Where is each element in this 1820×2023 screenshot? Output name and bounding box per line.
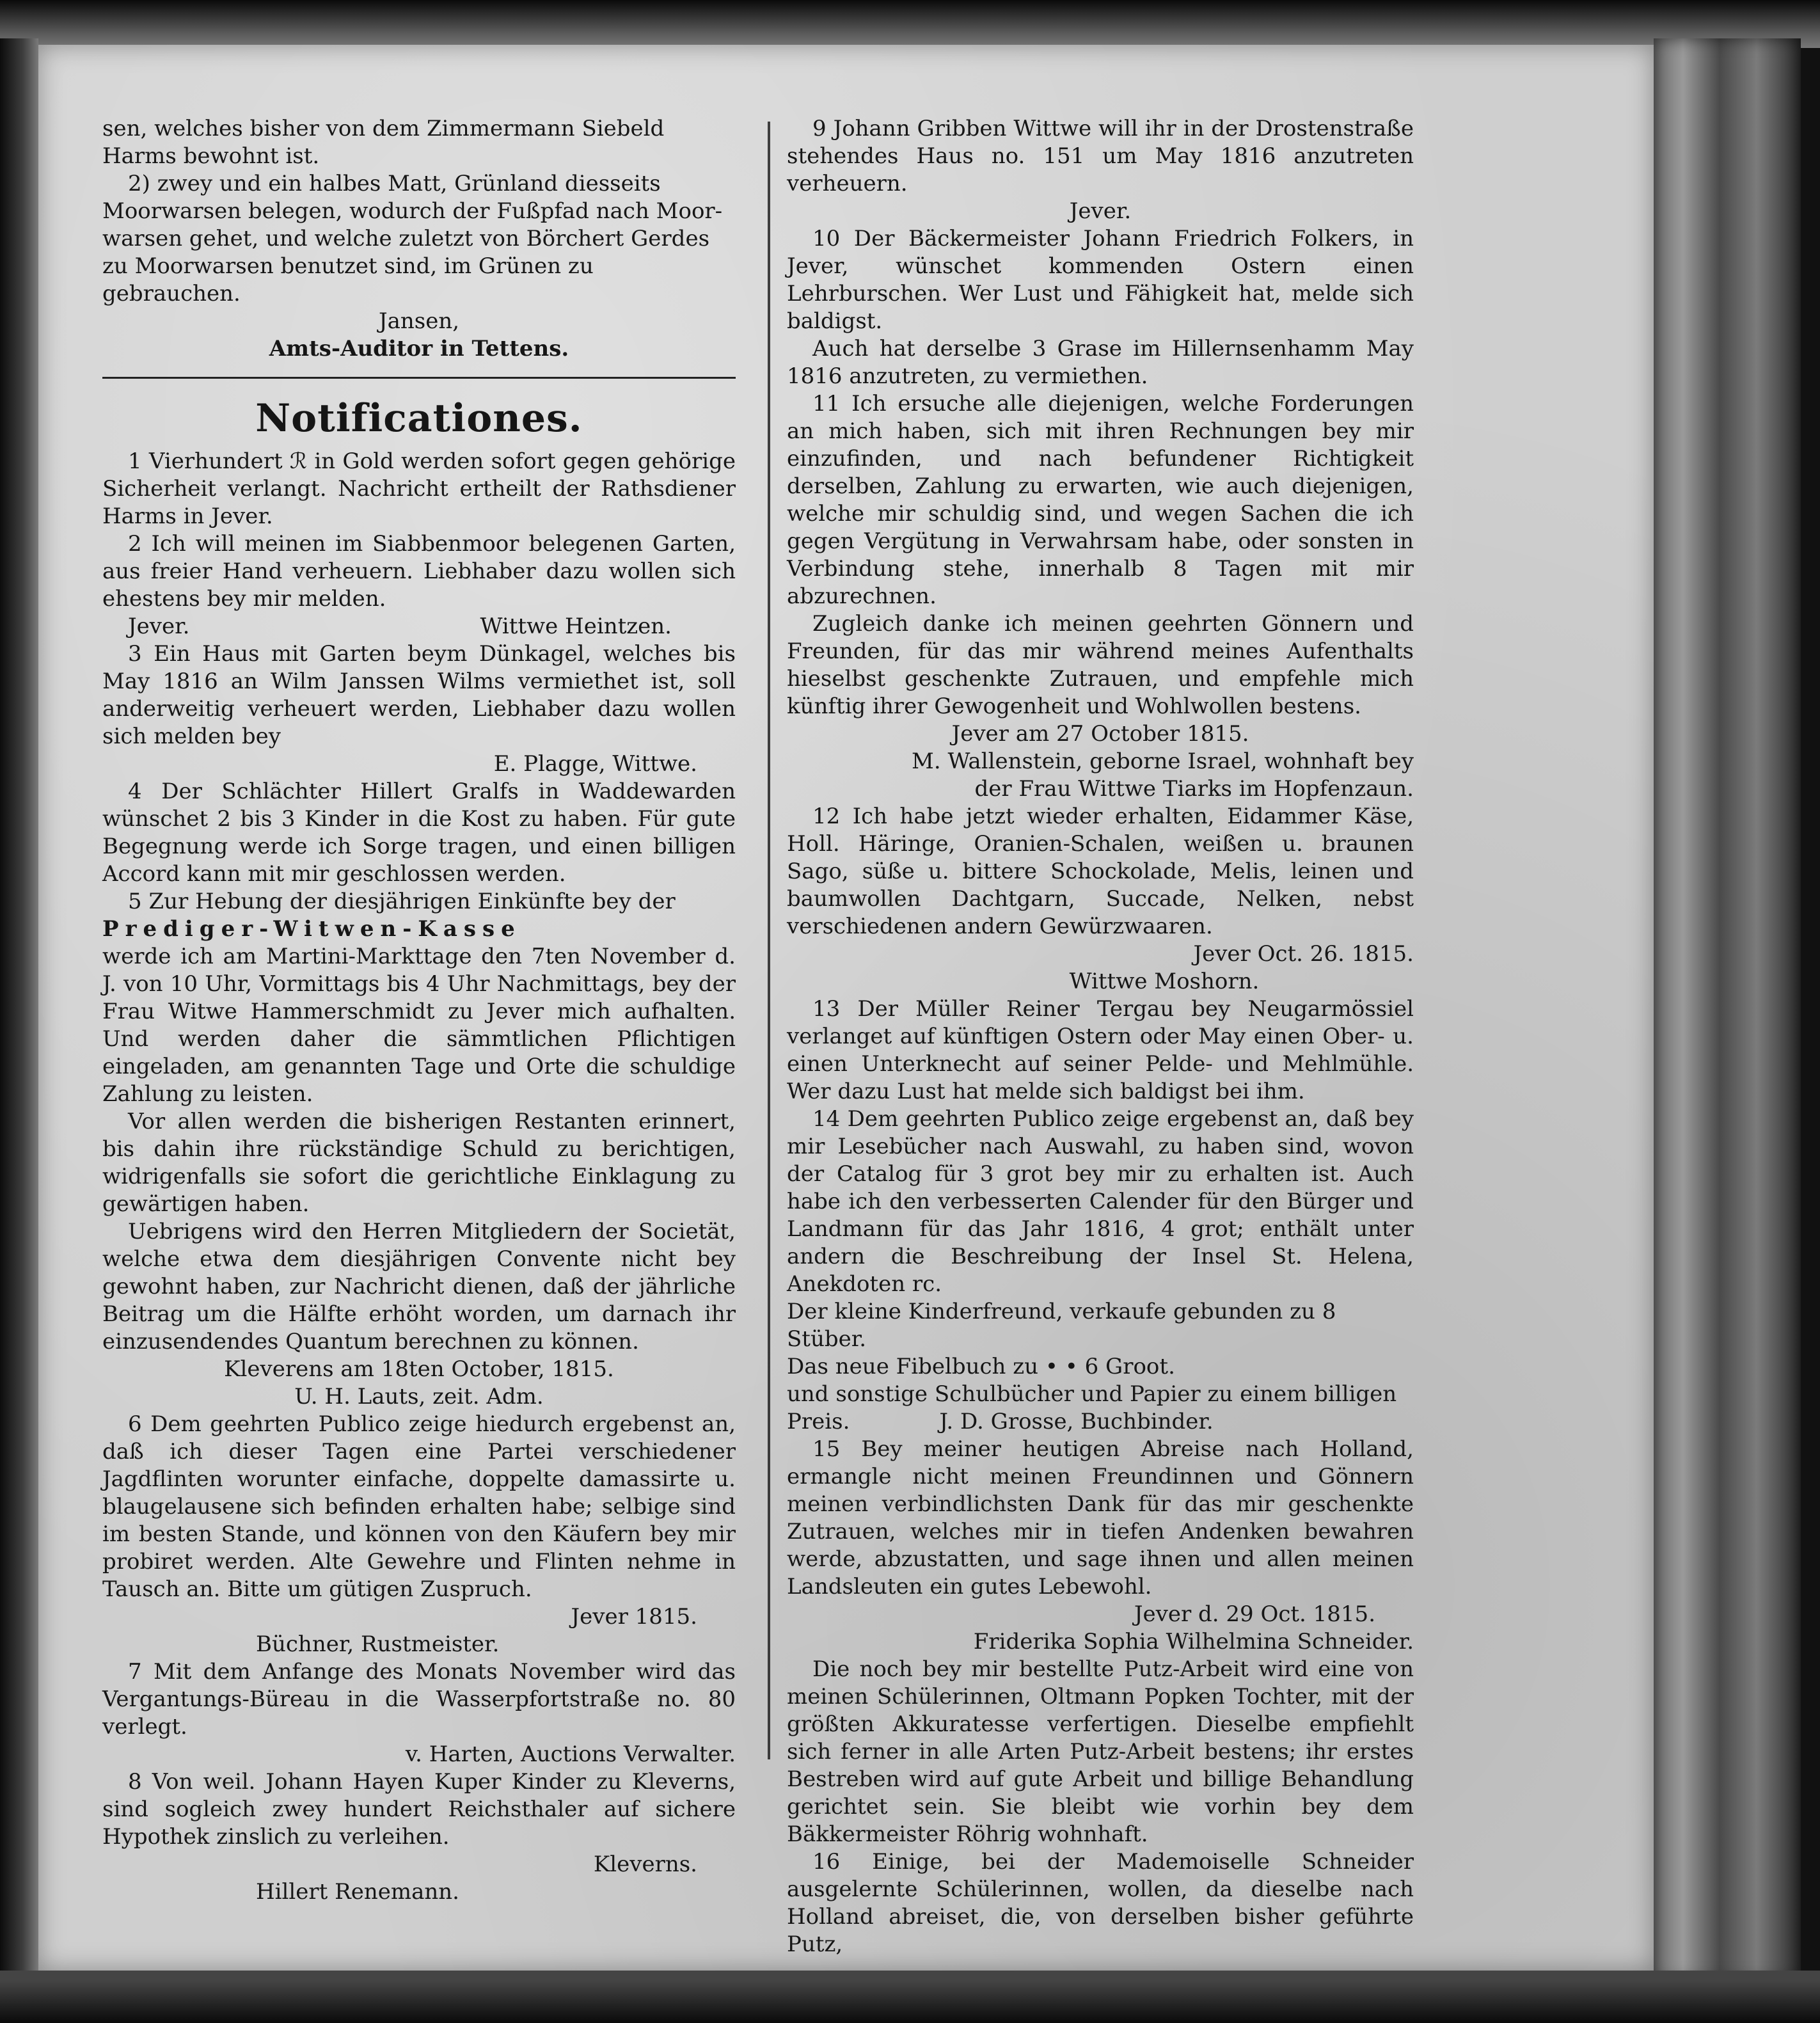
book-top-edge [0,0,1820,48]
notice-14: 14 Dem geehrten Publico zeige ergebenst an, daß bey mir Lesebücher nach Auswahl, zu haben sind, wovon der Catalog für 3 grot bey mir zu erhalten ist. Auch habe ich den verbesserten Calender für den Bürger und Landmann für das Jahr 1816, 4 grot; enthält unter andern die Beschreibung der Insel St. Helena, Anekdoten rc. [787,1106,1414,1297]
notice-5-intro: 5 Zur Hebung der diesjährigen Einkünfte bey der [128,889,676,914]
notice-4: 4 Der Schlächter Hillert Gralfs in Waddewarden wünschet 2 bis 3 Kinder in die Kost zu haben. Für gute Begegnung werde ich Sorge tragen, und einen billigen Accord kann mit mir geschlossen werden. [102,779,736,887]
notice-5-societaet: Uebrigens wird den Herren Mitgliedern der Societät, welche etwa dem diesjährigen Convente nicht bey gewohnt haben, zur Nachricht dienen, daß der jährliche Beitrag um die Hälfte erhöht worden, um darnach ihr einzusendendes Quantum berechnen zu können. [102,1219,736,1354]
notice-15-date: Jever d. 29 Oct. 1815. [1134,1601,1375,1627]
book-binding-left [0,38,38,1983]
notice-3-signature: E. Plagge, Wittwe. [493,751,697,777]
notice-16: 16 Einige, bei der Mademoiselle Schneider ausgelernte Schülerinnen, wollen, da dieselbe nach Holland abreiset, die, von derselben bisher geführte Putz, [787,1849,1414,1957]
notice-14-line-1: Der kleine Kinderfreund, verkaufe gebunden zu 8 Stüber. [787,1299,1336,1352]
intro-signature-title: Amts-Auditor in Tettens. [269,336,569,361]
notice-14-signature: J. D. Grosse, Buchbinder. [939,1409,1214,1434]
notice-5-date: Kleverens am 18ten October, 1815. [224,1356,614,1382]
intro-line-6: zu Moorwarsen benutzet sind, im Grünen zu gebrauchen. [102,253,594,306]
book-right-edge [1654,38,1801,1980]
intro-line-3: 2) zwey und ein halbes Matt, Grünland diesseits [128,171,661,196]
right-column [787,115,1414,1958]
intro-line-2: Harms bewohnt ist. [102,143,320,169]
notice-6: 6 Dem geehrten Publico zeige hiedurch ergebenst an, daß ich dieser Tagen eine Partei verschiedener Jagdflinten worunter einfache, doppelte damassirte u. blaugelausene sich befinden erhalten habe; selbige sind im besten Stande, und können von den Käufern bey mir probiret werden. Alte Gewehre und Flinten nehme in Tausch an. Bitte um gütigen Zuspruch. [102,1411,736,1602]
intro-line-1: sen, welches bisher von dem Zimmermann Siebeld [102,116,665,141]
book-bottom-edge [0,1971,1820,2023]
notice-11-signature-2: der Frau Wittwe Tiarks im Hopfenzaun. [974,776,1414,802]
notice-15-addendum: Die noch bey mir bestellte Putz-Arbeit wird eine von meinen Schülerinnen, Oltmann Popken Tochter, mit der größten Akkuratesse verfertigen. Dieselbe empfiehlt sich ferner in alle Arten Putz-Arbeit bestens; ihr erstes Bestreben wird auf gute Arbeit und billige Behandlung gerichtet sein. Sie bleibt wie vorhin bey dem Bäkkermeister Röhrig wohnhaft. [787,1656,1414,1847]
notice-11-thanks: Zugleich danke ich meinen geehrten Gönnern und Freunden, für das mir während meines Aufenthalts hieselbst geschenkte Zutrauen, und empfehle mich künftig ihrer Gewogenheit und Wohlwollen bestens. [787,611,1414,719]
notice-9-place: Jever. [1069,198,1132,224]
section-heading: Notificationes. [255,396,583,441]
notice-9: 9 Johann Gribben Wittwe will ihr in der Drostenstraße stehendes Haus no. 151 um May 1816 anzutreten verheuern. [787,116,1414,196]
notice-11: 11 Ich ersuche alle diejenigen, welche Forderungen an mich haben, sich mit ihren Rechnungen bey mir einzufinden, und nach befundener Richtigkeit derselben, Zahlung zu erwarten, wie auch diejenigen, welche mir schuldig sind, und wegen Sachen die ich gegen Vergütung in Verwahrsam habe, oder sonsten in Verbindung stehe, innerhalb 8 Tagen mit mir abzurechnen. [787,391,1414,609]
notice-6-place: Jever 1815. [571,1604,697,1630]
notice-13: 13 Der Müller Reiner Tergau bey Neugarmössiel verlanget auf künftigen Ostern oder May einen Ober- u. einen Unterknecht auf seiner Pelde- und Mehlmühle. Wer dazu Lust hat melde sich baldigst bei ihm. [787,996,1414,1104]
notice-8-signature: Hillert Renemann. [256,1879,459,1905]
notice-8-place: Kleverns. [593,1852,697,1877]
notice-5-body: werde ich am Martini-Markttage den 7ten November d. J. von 10 Uhr, Vormittags bis 4 Uhr Nachmittags, bey der Frau Witwe Hammerschmidt zu Jever mich aufhalten. Und werden daher die sämmtlichen Pflichtigen eingeladen, am genannten Tage und Orte die schuldige Zahlung zu leisten. [102,944,736,1107]
section-rule [102,377,736,379]
notice-5-signature: U. H. Lauts, zeit. Adm. [294,1384,544,1409]
notice-14-line-2: Das neue Fibelbuch zu • • 6 Groot. [787,1354,1175,1379]
notice-11-signature-1: M. Wallenstein, geborne Israel, wohnhaft bey [912,749,1414,774]
notice-7: 7 Mit dem Anfange des Monats November wird das Vergantungs-Büreau in die Wasserpfortstraße no. 80 verlegt. [102,1659,736,1740]
notice-6-signature: Büchner, Rustmeister. [256,1631,500,1657]
notice-2: 2 Ich will meinen im Siabbenmoor belegenen Garten, aus freier Hand verheuern. Liebhaber dazu wollen sich ehestens bey mir melden. [102,531,736,612]
notice-8: 8 Von weil. Johann Hayen Kuper Kinder zu Kleverns, sind sogleich zwey hundert Reichsthaler auf sichere Hypothek zinslich zu verleihen. [102,1769,736,1850]
notice-7-signature: v. Harten, Auctions Verwalter. [405,1741,736,1767]
notice-2-signature-line [102,613,736,640]
notice-1: 1 Vierhundert ℛ in Gold werden sofort gegen gehörige Sicherheit verlangt. Nachricht ertheilt der Rathsdiener Harms in Jever. [102,448,736,529]
notice-10-addendum: Auch hat derselbe 3 Grase im Hillernsenhamm May 1816 anzutreten, zu vermiethen. [787,336,1414,389]
notice-2-place: Jever. [128,614,190,639]
notice-11-date: Jever am 27 October 1815. [951,721,1249,747]
notice-14-line-3: und sonstige Schulbücher und Papier zu einem billigen [787,1381,1397,1407]
column-divider [768,122,770,1759]
notice-12: 12 Ich habe jetzt wieder erhalten, Eidammer Käse, Holl. Häringe, Oranien-Schalen, weißen u. braunen Sago, süße u. bittere Schockolade, Melis, leinen und baumwollen Dachtgarn, Succade, Nelken, nebst verschiedenen andern Gewürzwaaren. [787,804,1414,939]
intro-line-4: Moorwarsen belegen, wodurch der Fußpfad nach Moor- [102,198,723,224]
notice-15: 15 Bey meiner heutigen Abreise nach Holland, ermangle nicht meinen Freundinnen und Gönnern meinen verbindlichsten Dank für das mir geschenkte Zutrauen, welches mir in tiefen Andenken bewahren werde, abzustatten, und sage ihnen und allen meinen Landsleuten ein gutes Lebewohl. [787,1436,1414,1599]
notice-3: 3 Ein Haus mit Garten beym Dünkagel, welches bis May 1816 an Wilm Janssen Wilms vermiethet ist, soll anderweitig verheuert werden, Liebhaber dazu wollen sich melden bey [102,641,736,749]
notice-14-signature-line [787,1408,1414,1436]
notice-12-date: Jever Oct. 26. 1815. [1193,941,1414,967]
notice-5-restanten: Vor allen werden die bisherigen Restanten erinnert, bis dahin ihre rückständige Schuld zu berichtigen, widrigenfalls sie sofort die gerichtliche Einklagung zu gewärtigen haben. [102,1109,736,1217]
notice-5-kasse: Prediger-Witwen-Kasse [102,916,521,942]
notice-12-signature: Wittwe Moshorn. [1069,969,1260,994]
intro-signature-name: Jansen, [378,308,460,334]
notice-14-price-label: Preis. [787,1409,850,1434]
intro-line-5: warsen gehet, und welche zuletzt von Börchert Gerdes [102,226,710,251]
notice-15-signature: Friderika Sophia Wilhelmina Schneider. [973,1629,1414,1654]
left-column [102,115,736,1906]
notice-2-signature: Wittwe Heintzen. [480,614,672,639]
notice-10: 10 Der Bäckermeister Johann Friedrich Folkers, in Jever, wünschet kommenden Ostern einen Lehrburschen. Wer Lust und Fähigkeit hat, melde sich baldigst. [787,226,1414,334]
